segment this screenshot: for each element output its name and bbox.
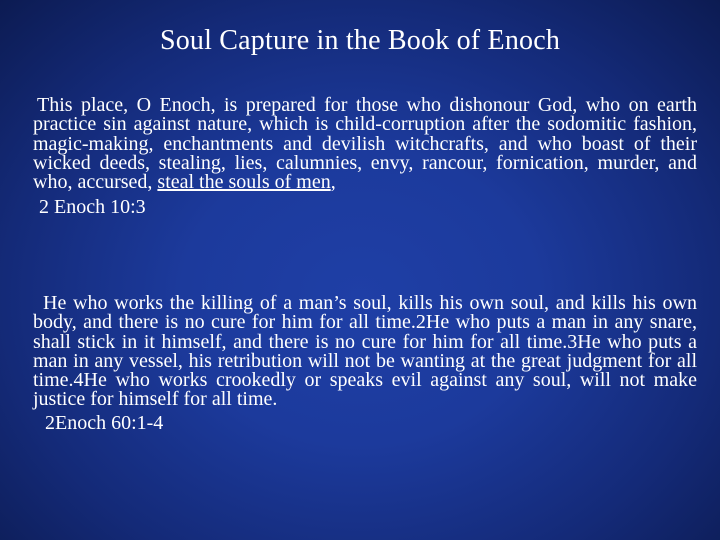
passage-2 bbox=[33, 294, 697, 433]
slide-title: Soul Capture in the Book of Enoch bbox=[159, 25, 561, 56]
passage-2-text: He who works the killing of a man’s soul, kills his own soul, and kills his own body, and there is no cure for him for all time.2He who puts a man in any snare, shall stick in it himself, and there is no cure for him for all time.3He who puts a man in any vessel, his retribution will not be wanting at the great judgment for all time.4He who works crookedly or speaks evil against any soul, will not make justice for himself for all time. bbox=[33, 292, 697, 411]
passage-1 bbox=[33, 96, 697, 218]
passage-2-reference: 2Enoch 60:1-4 bbox=[45, 411, 164, 434]
passage-1-body: This place, O Enoch, is prepared for those who dishonour God, who on earth practice sin against nature, which is child-corruption after the sodomitic fashion, magic-making, enchantments and devilish witchcrafts, and who boast of their wicked deeds, stealing, lies, calumnies, envy, rancour, fornication, murder, and who, accursed, bbox=[33, 94, 697, 194]
passage-1-text bbox=[33, 96, 697, 192]
passage-1-trailing: , bbox=[330, 171, 336, 194]
passage-1-reference: 2 Enoch 10:3 bbox=[39, 196, 146, 219]
passage-1-underlined: steal the souls of men bbox=[157, 171, 331, 194]
